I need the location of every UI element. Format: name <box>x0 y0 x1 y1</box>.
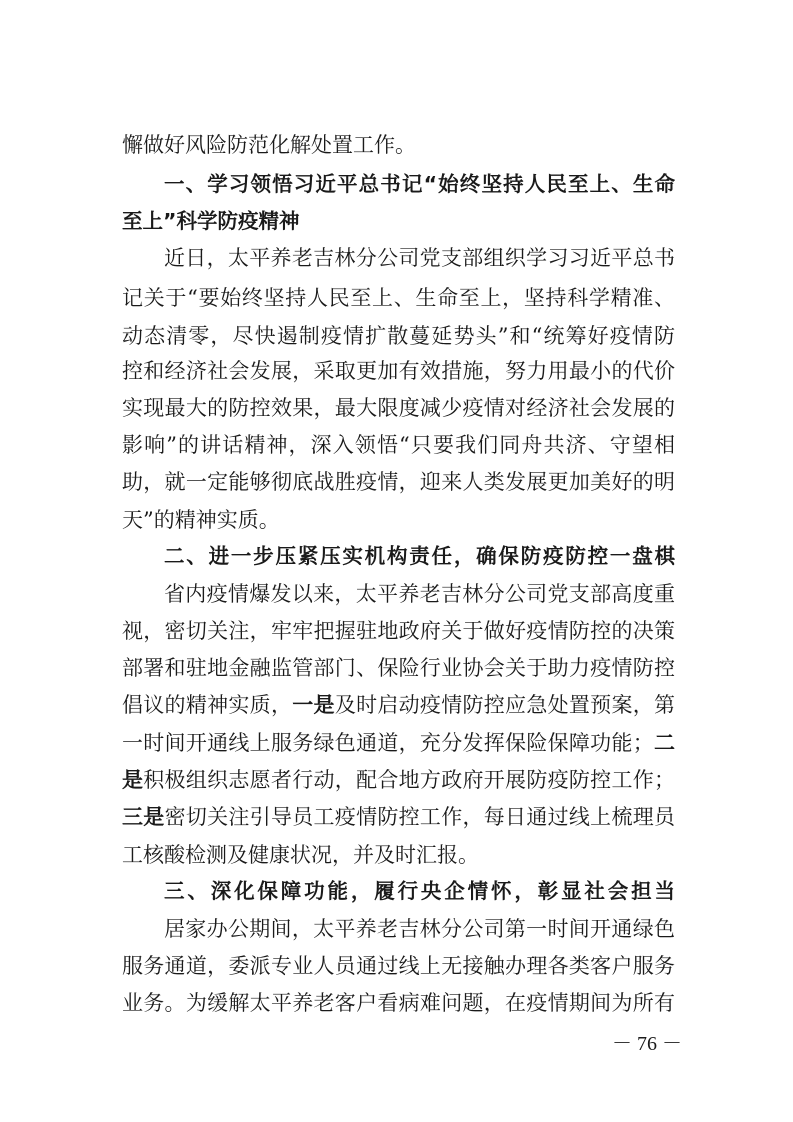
section1-title-line2: 至上”科学防疫精神 <box>122 209 300 233</box>
section2-text: 密切关注引导员工疫情防控工作，每日通过线上梳理员 <box>164 805 676 829</box>
page-number: － 76 － <box>612 1033 682 1055</box>
section2-emphasis-second: 二 <box>653 731 675 755</box>
section1-para-line: 实现最大的防控效果，最大限度减少疫情对经济社会发展的 <box>122 396 675 420</box>
section1-para-line: 记关于“要始终坚持人民至上、生命至上，坚持科学精准、 <box>122 286 675 310</box>
section1-para-line: 天”的精神实质。 <box>122 508 280 532</box>
section2-para-line <box>122 802 675 832</box>
section2-text: 一时间开通线上服务绿色通道，充分发挥保险保障功能； <box>122 731 654 755</box>
section2-para-line: 部署和驻地金融监管部门、保险行业协会关于助力疫情防控 <box>122 656 675 680</box>
section3-para-line: 服务通道，委派专业人员通过线上无接触办理各类客户服务 <box>122 954 675 978</box>
section2-para-line: 省内疫情爆发以来，太平养老吉林分公司党支部高度重 <box>164 582 675 606</box>
intro-line: 懈做好风险防范化解处置工作。 <box>122 133 416 157</box>
section1-para-line: 近日，太平养老吉林分公司党支部组织学习习近平总书 <box>164 246 675 270</box>
section1-para-line: 助，就一定能够彻底战胜疫情，迎来人类发展更加美好的明 <box>122 470 675 494</box>
section2-text: 及时启动疫情防控应急处置预案，第 <box>334 693 676 717</box>
section2-para-line <box>122 728 675 758</box>
section2-para-line: 视，密切关注，牢牢把握驻地政府关于做好疫情防控的决策 <box>122 619 675 643</box>
section1-para-line: 动态清零，尽快遏制疫情扩散蔓延势头”和“统筹好疫情防 <box>122 324 675 348</box>
section1-title-line1: 一、学习领悟习近平总书记“始终坚持人民至上、生命 <box>164 172 675 196</box>
section1-para-line: 控和经济社会发展，采取更加有效措施，努力用最小的代价 <box>122 359 675 383</box>
section3-title: 三、深化保障功能，履行央企情怀，彰显社会担当 <box>164 879 675 903</box>
section2-emphasis-second: 是 <box>122 768 144 792</box>
section1-para-line: 影响”的讲话精神，深入领悟“只要我们同舟共济、守望相 <box>122 433 675 457</box>
section2-para-line <box>122 690 675 720</box>
section3-para-line: 业务。为缓解太平养老客户看病难问题，在疫情期间为所有 <box>122 991 675 1015</box>
section2-emphasis-first: 一是 <box>292 693 335 717</box>
section2-title: 二、进一步压紧压实机构责任，确保防疫防控一盘棋 <box>164 544 675 568</box>
section2-emphasis-third: 三是 <box>122 805 165 829</box>
section2-para-line: 工核酸检测及健康状况，并及时汇报。 <box>122 843 479 867</box>
section2-text: 积极组织志愿者行动，配合地方政府开展防疫防控工作； <box>143 768 675 792</box>
section3-para-line: 居家办公期间，太平养老吉林分公司第一时间开通绿色 <box>164 917 675 941</box>
section2-para-line <box>122 765 675 795</box>
section2-text: 倡议的精神实质， <box>122 693 293 717</box>
